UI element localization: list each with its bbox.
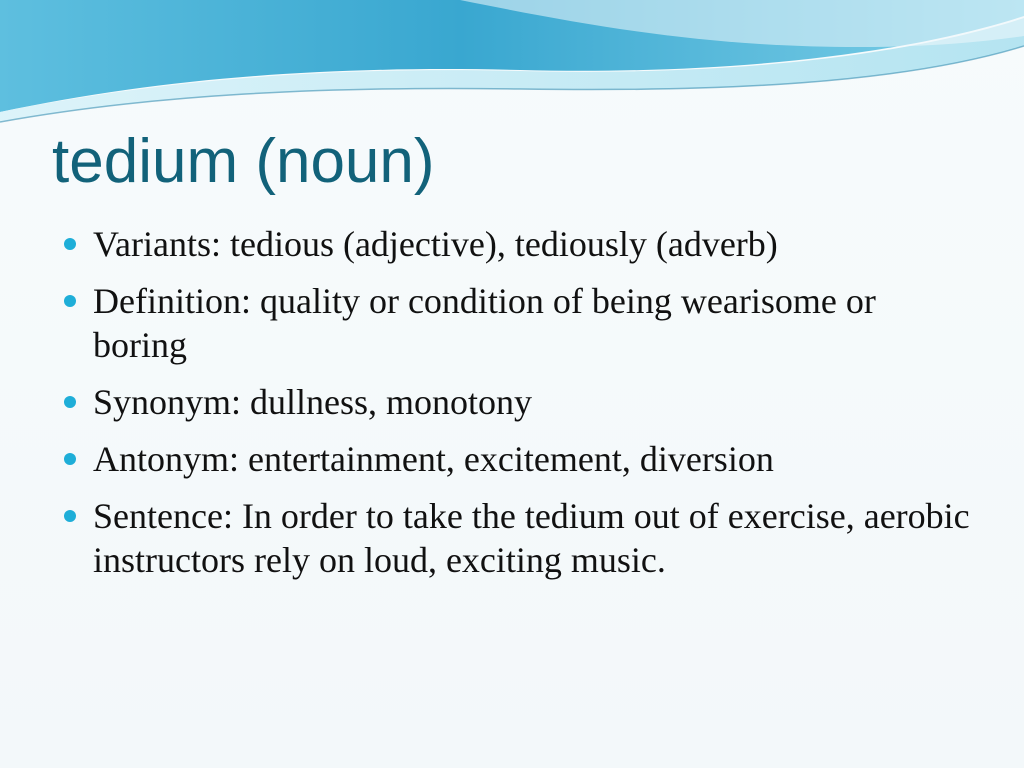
bullet-dot-icon bbox=[64, 238, 76, 250]
decorative-wave-header bbox=[0, 0, 1024, 130]
bullet-text: Sentence: In order to take the tedium out of exercise, aerobic instructors rely on loud, exciting music. bbox=[93, 496, 970, 580]
bullet-dot-icon bbox=[64, 510, 76, 522]
list-item bbox=[62, 222, 972, 266]
list-item bbox=[62, 437, 972, 481]
slide-title: tedium (noun) bbox=[52, 127, 435, 196]
bullet-text: Variants: tedious (adjective), tediously (adverb) bbox=[93, 224, 778, 264]
bullet-text: Synonym: dullness, monotony bbox=[93, 382, 533, 422]
bullet-dot-icon bbox=[64, 396, 76, 408]
bullet-list bbox=[62, 222, 972, 595]
bullet-dot-icon bbox=[64, 453, 76, 465]
list-item bbox=[62, 380, 972, 424]
bullet-dot-icon bbox=[64, 295, 76, 307]
list-item bbox=[62, 494, 972, 582]
list-item bbox=[62, 279, 972, 367]
bullet-text: Antonym: entertainment, excitement, diversion bbox=[93, 439, 774, 479]
bullet-text: Definition: quality or condition of being wearisome or boring bbox=[93, 281, 876, 365]
